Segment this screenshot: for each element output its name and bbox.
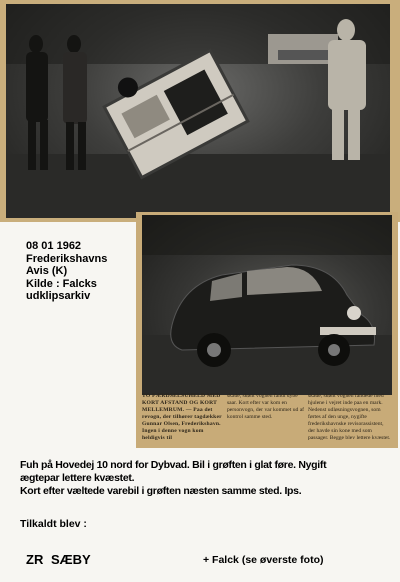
source-date: 08 01 1962 <box>26 240 82 252</box>
source-archive-line-1: Kilde : Falcks <box>26 277 97 290</box>
caption-column-3 <box>308 393 392 443</box>
unit-zr-saeby: ZR SÆBY <box>26 552 91 567</box>
caption-text-3: skade, skønt vognen fandede med hjulene i vejret inde paa en mark. Nedenst udløsningsvognen, som førtes af den unge, nygifte frederikshavnske revisorassistent, der havde sin kone med som passager. Begge blev lettere kvæstet. <box>308 393 391 441</box>
photo-overturned-van <box>6 4 390 218</box>
called-label: Tilkaldt blev : <box>20 518 87 530</box>
caption-text-2: skade, skønt vognen fandt dybe saar. Kort efter var kom en personvogn, der var kommet ud af kontrol samme sted. <box>227 393 305 420</box>
source-paper-line-1: Frederikshavns <box>26 252 108 265</box>
unit-falck: + Falck (se øverste foto) <box>203 554 324 566</box>
photo-car-in-ditch <box>142 215 392 395</box>
description-line-1: Fuh på Hovedej 10 nord for Dybvad. Bil i grøften i glat føre. Nygift <box>20 459 327 471</box>
source-paper-line-2: Avis (K) <box>26 265 68 277</box>
caption-text-1: TO FÆRDSELSUHELD MED KORT AFSTAND OG KORT MELLEMRUM. — Paa det revogn, der tilhører tagdækker Gunnar Olsen, Frederikshavn. Ingen i denne vogn kom heldigvis til <box>142 393 222 441</box>
description-line-3: Kort efter væltede varebil i grøften næsten samme sted. Ips. <box>20 485 302 497</box>
caption-column-1 <box>142 393 224 443</box>
source-info <box>26 240 132 303</box>
caption-column-2 <box>227 393 305 443</box>
source-archive-line-2: udklipsarkiv <box>26 290 91 302</box>
incident-description <box>20 459 392 498</box>
description-line-2: ægtepar lettere kvæstet. <box>20 472 135 484</box>
